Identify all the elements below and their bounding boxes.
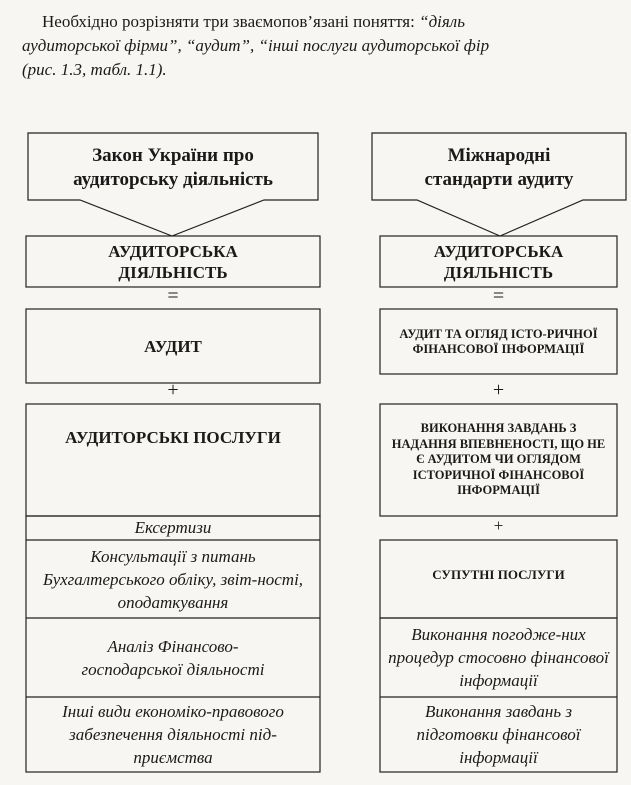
right-item-compilation: Виконання завдань з підготовки фінансової інформації bbox=[416, 702, 581, 767]
intro-line-3: (рис. 1.3, табл. 1.1). bbox=[22, 60, 167, 79]
left-item-other: Інші види економіко-правового забезпечення діяльності під-приємства bbox=[62, 702, 284, 767]
right-item-agreed-procedures: Виконання погодже-них процедур стосовно фінансової інформації bbox=[388, 625, 609, 690]
right-header-label: Міжнародні стандарти аудиту bbox=[424, 145, 574, 190]
left-item-consulting: Консультації з питань Бухгалтерського обліку, звіт-ності, оподаткування bbox=[42, 546, 304, 612]
right-plus-sign-2: + bbox=[493, 516, 504, 535]
right-activity-label: АУДИТОРСЬКА ДІЯЛЬНІСТЬ bbox=[433, 242, 564, 282]
left-plus-sign: + bbox=[167, 379, 179, 401]
left-header-label: Закон України про аудиторську діяльність bbox=[73, 145, 273, 190]
right-audit-label: АУДИТ ТА ОГЛЯД ІСТО-РИЧНОЇ ФІНАНСОВОЇ ІНФОРМАЦІЇ bbox=[399, 327, 598, 356]
intro-line-1-italic: “діяль bbox=[419, 12, 465, 31]
left-audit-label: АУДИТ bbox=[144, 337, 202, 356]
left-item-expertise: Ексертизи bbox=[134, 518, 212, 537]
intro-line-1: Необхідно розрізняти три звaємопов’язані поняття: bbox=[42, 12, 420, 31]
left-item-analysis: Аналіз Фінансово-господарської діяльності bbox=[81, 636, 265, 679]
right-equals-sign: = bbox=[492, 285, 505, 307]
right-related-label: СУПУТНІ ПОСЛУГИ bbox=[432, 567, 565, 582]
left-services-label: АУДИТОРСЬКІ ПОСЛУГИ bbox=[65, 428, 281, 447]
left-activity-label: АУДИТОРСЬКА ДІЯЛЬНІСТЬ bbox=[108, 242, 238, 282]
left-equals-sign: = bbox=[167, 285, 179, 307]
right-plus-sign: + bbox=[492, 379, 505, 401]
intro-line-2: аудиторської фірми”, “аудит”, “інші послуги аудиторської фір bbox=[22, 36, 490, 55]
right-assurance-label: ВИКОНАННЯ ЗАВДАНЬ З НАДАННЯ ВПЕВНЕНОСТІ, ЩО НЕ Є АУДИТОМ ЧИ ОГЛЯДОМ ІСТОРИЧНОЇ ФІНАНСОВОЇ ІНФОРМАЦІЇ bbox=[391, 421, 606, 498]
